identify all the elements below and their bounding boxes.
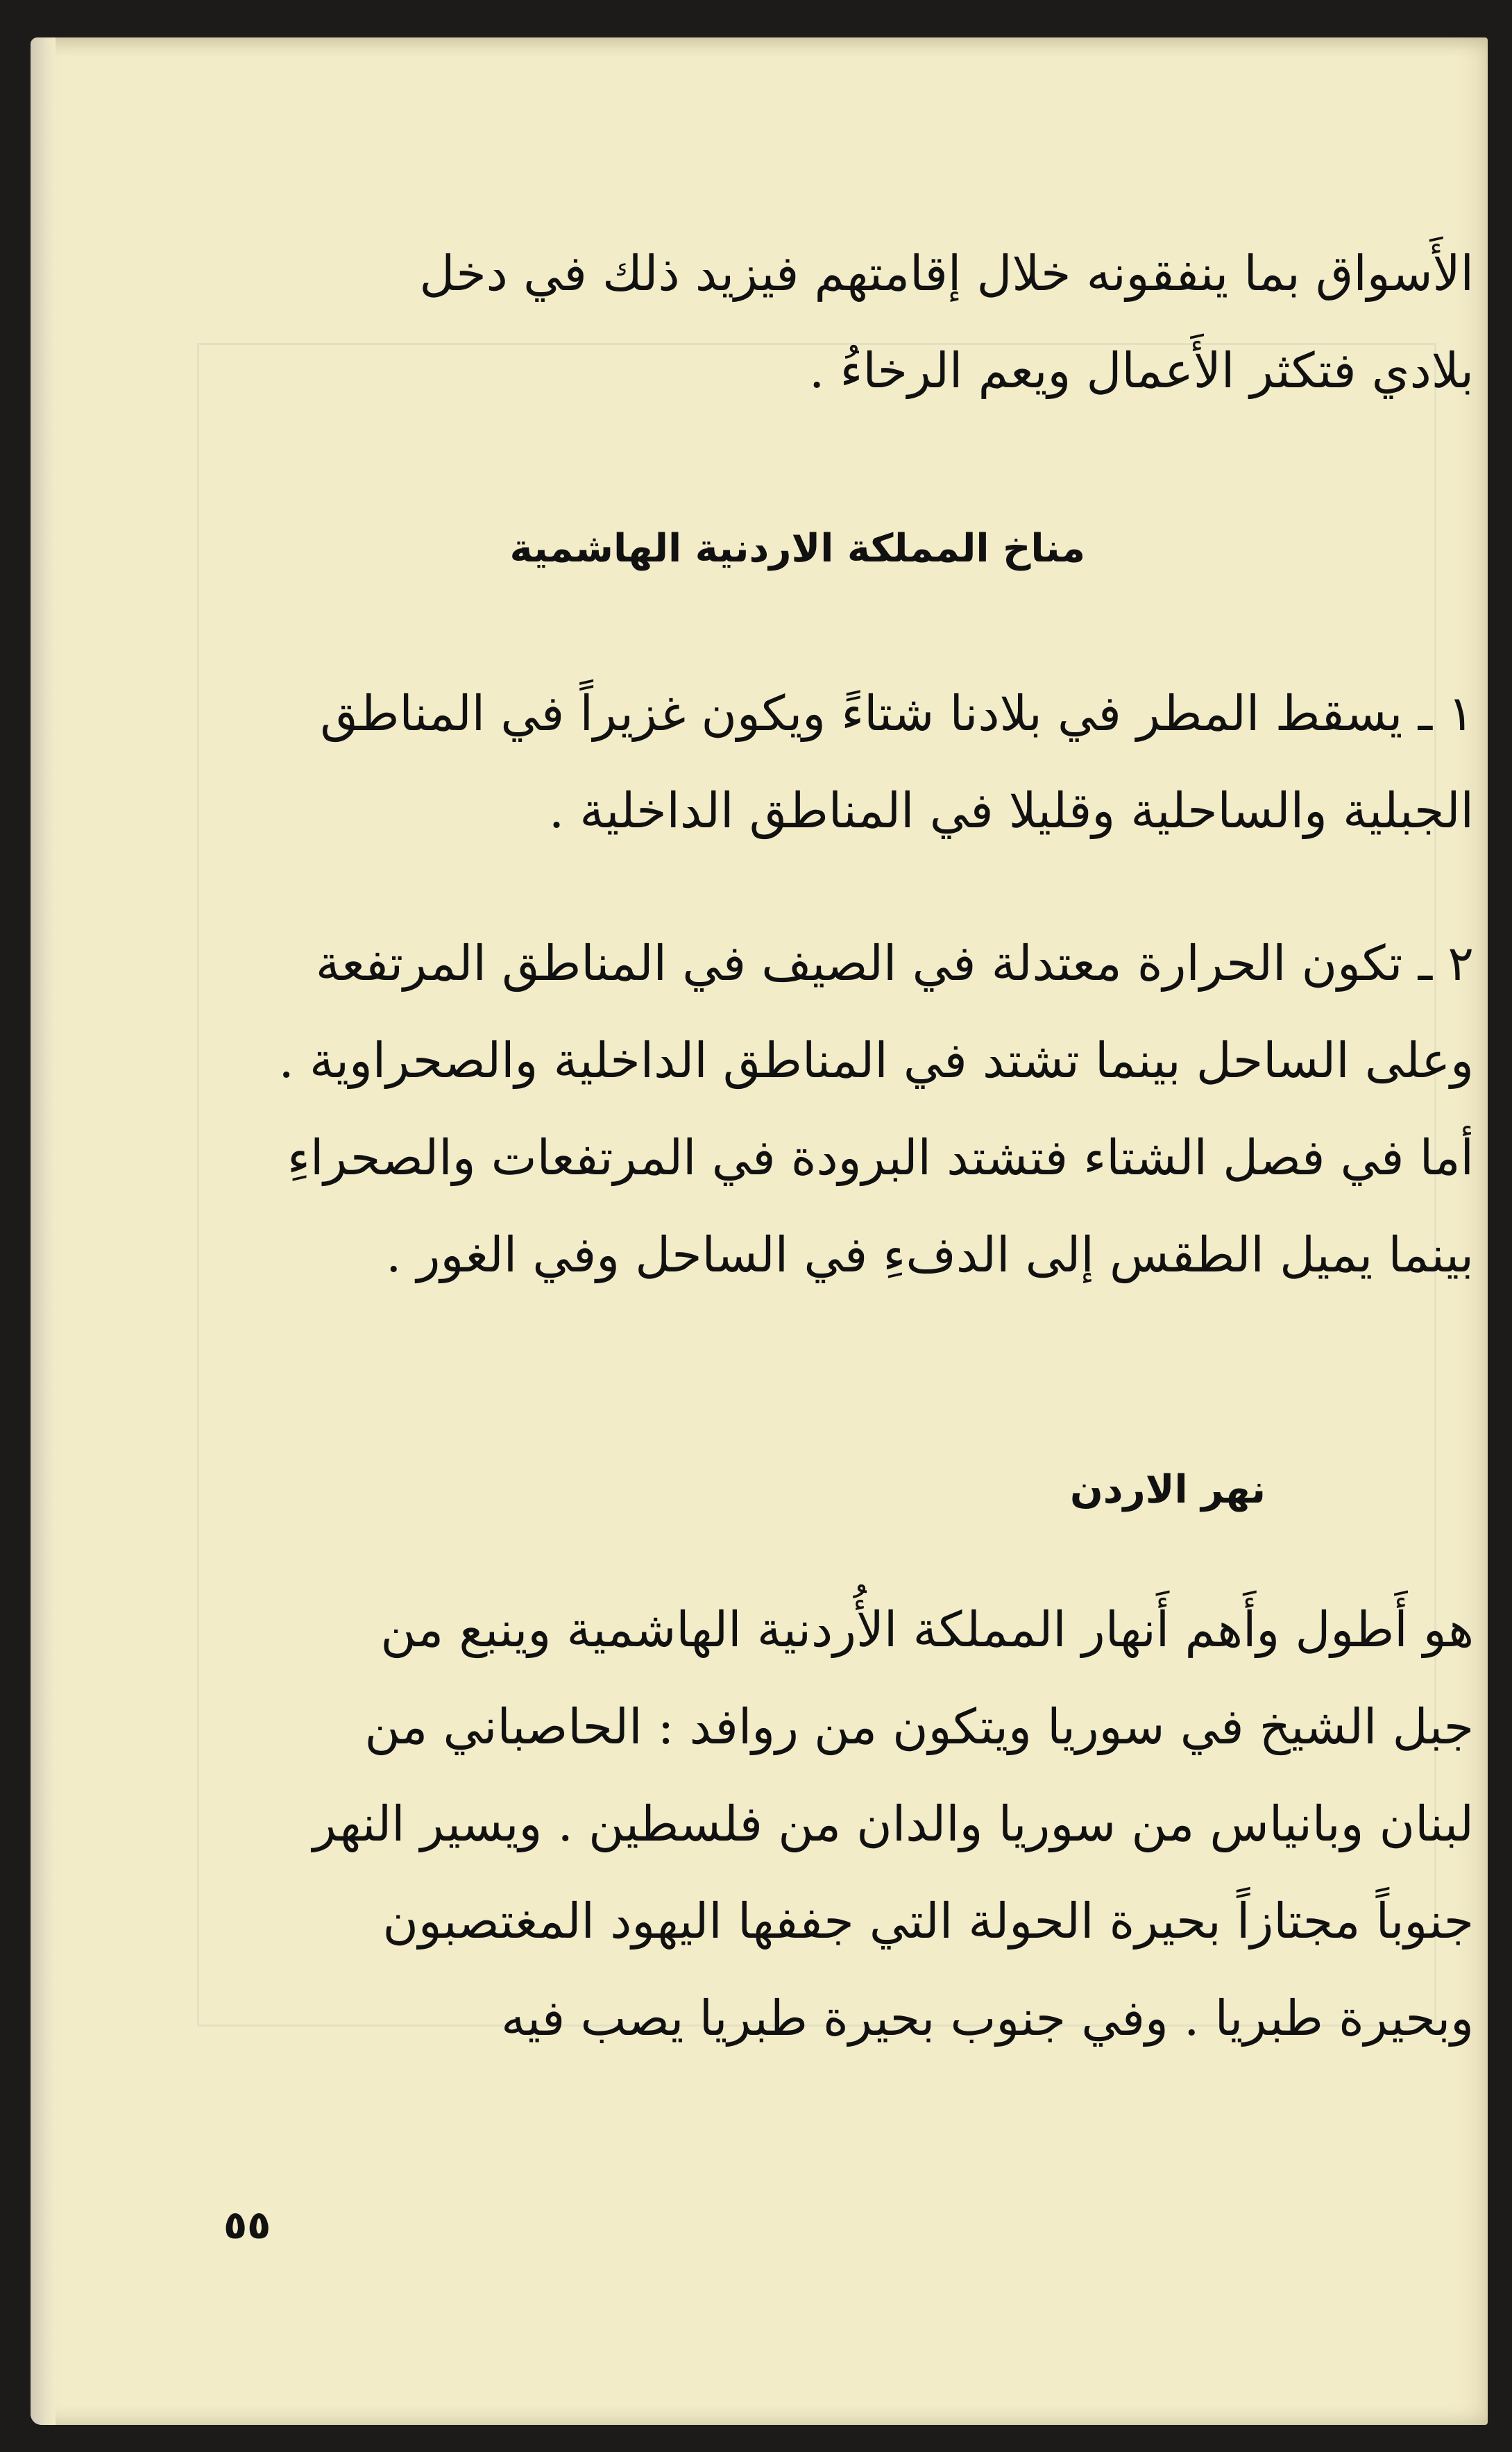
text-line: وعلى الساحل بينما تشتد في المناطق الداخلية والصحراوية .: [278, 1032, 1474, 1089]
text-line: بينما يميل الطقس إلى الدفءِ في الساحل وفي الغور .: [386, 1226, 1474, 1283]
text-line: أما في فصل الشتاء فتشتد البرودة في المرتفعات والصحراءِ: [287, 1129, 1474, 1186]
heading-river: نهر الاردن: [1070, 1467, 1266, 1512]
text-line: ٢ ـ تكون الحرارة معتدلة في الصيف في المناطق المرتفعة: [315, 935, 1474, 992]
text-line: الأَسواق بما ينفقونه خلال إقامتهم فيزيد ذلك في دخل: [419, 245, 1474, 302]
text-line: جبل الشيخ في سوريا ويتكون من روافد : الحاصباني من: [364, 1698, 1474, 1755]
river-paragraph: [169, 1581, 1474, 2067]
climate-point-1: [169, 665, 1474, 859]
intro-paragraph: [169, 225, 1474, 419]
heading-climate: مناخ المملكة الاردنية الهاشمية: [509, 526, 1085, 571]
text-line: لبنان وبانياس من سوريا والدان من فلسطين . ويسير النهر: [312, 1795, 1474, 1852]
book-page: [31, 37, 1488, 2425]
text-line: ١ ـ يسقط المطر في بلادنا شتاءً ويكون غزيراً في المناطق: [320, 685, 1474, 742]
text-line: هو أَطول وأَهم أَنهار المملكة الأُردنية الهاشمية وينبع من: [380, 1601, 1474, 1658]
text-line: الجبلية والساحلية وقليلا في المناطق الداخلية .: [548, 782, 1474, 839]
text-line: وبحيرة طبريا . وفي جنوب بحيرة طبريا يصب فيه: [501, 1990, 1474, 2047]
page-number: ٥٥: [223, 2203, 271, 2248]
text-line: جنوباً مجتازاً بحيرة الحولة التي جففها اليهود المغتصبون: [382, 1893, 1474, 1950]
page-spine-shadow: [31, 37, 56, 2425]
climate-point-2: [169, 915, 1474, 1303]
text-line: بلادي فتكثر الأَعمال ويعم الرخاءُ .: [808, 342, 1474, 399]
